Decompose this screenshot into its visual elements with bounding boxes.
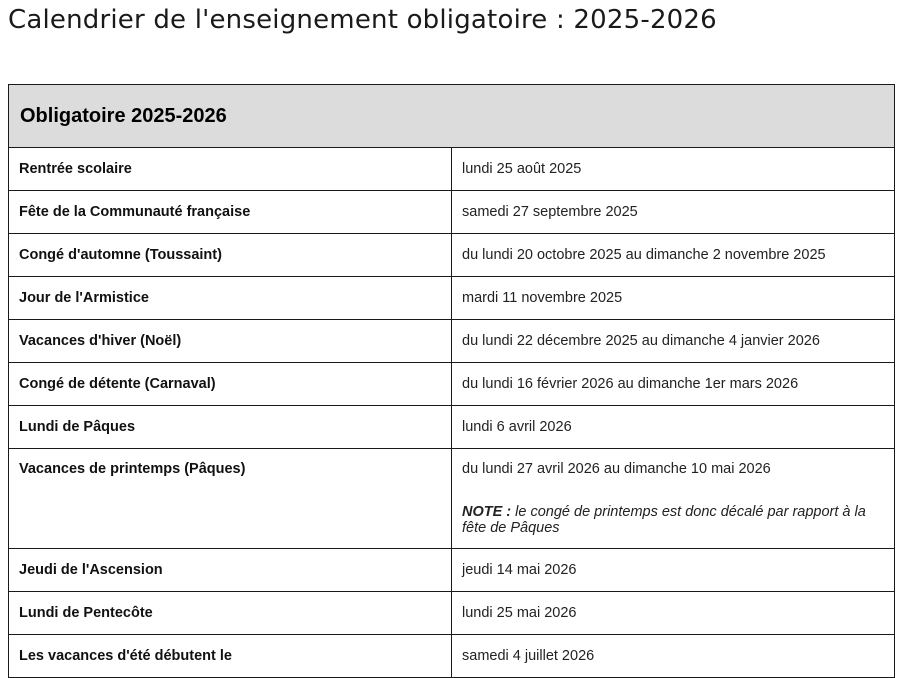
table-row xyxy=(9,148,895,191)
row-label: Lundi de Pentecôte xyxy=(9,592,452,635)
row-label: Jeudi de l'Ascension xyxy=(9,549,452,592)
row-value: lundi 25 mai 2026 xyxy=(452,592,895,635)
row-value: samedi 27 septembre 2025 xyxy=(452,191,895,234)
row-value-with-note xyxy=(452,449,895,549)
row-label: Lundi de Pâques xyxy=(9,406,452,449)
row-label: Vacances de printemps (Pâques) xyxy=(9,449,452,549)
page-title: Calendrier de l'enseignement obligatoire : 2025-2026 xyxy=(8,5,717,35)
row-value: lundi 6 avril 2026 xyxy=(452,406,895,449)
table-row xyxy=(9,449,895,549)
table-row xyxy=(9,592,895,635)
row-value: du lundi 20 octobre 2025 au dimanche 2 novembre 2025 xyxy=(452,234,895,277)
row-value: du lundi 16 février 2026 au dimanche 1er mars 2026 xyxy=(452,363,895,406)
table-row xyxy=(9,191,895,234)
row-value: lundi 25 août 2025 xyxy=(452,148,895,191)
row-value: du lundi 27 avril 2026 au dimanche 10 mai 2026 xyxy=(462,461,771,477)
row-label: Vacances d'hiver (Noël) xyxy=(9,320,452,363)
note-text: le congé de printemps est donc décalé par rapport à la fête de Pâques xyxy=(462,504,866,536)
row-label: Les vacances d'été débutent le xyxy=(9,635,452,678)
row-label: Jour de l'Armistice xyxy=(9,277,452,320)
row-label: Rentrée scolaire xyxy=(9,148,452,191)
table-row xyxy=(9,406,895,449)
note-prefix: NOTE : xyxy=(462,504,512,520)
table-row xyxy=(9,320,895,363)
table-row xyxy=(9,363,895,406)
calendar-table xyxy=(8,84,895,678)
row-label: Congé d'automne (Toussaint) xyxy=(9,234,452,277)
table-row xyxy=(9,234,895,277)
row-value: mardi 11 novembre 2025 xyxy=(452,277,895,320)
row-label: Fête de la Communauté française xyxy=(9,191,452,234)
table-row xyxy=(9,549,895,592)
table-header-row xyxy=(9,85,895,148)
note xyxy=(462,504,884,536)
row-value: du lundi 22 décembre 2025 au dimanche 4 janvier 2026 xyxy=(452,320,895,363)
table-header: Obligatoire 2025-2026 xyxy=(9,85,895,148)
row-value: samedi 4 juillet 2026 xyxy=(452,635,895,678)
row-label: Congé de détente (Carnaval) xyxy=(9,363,452,406)
row-value: jeudi 14 mai 2026 xyxy=(452,549,895,592)
table-row xyxy=(9,635,895,678)
table-row xyxy=(9,277,895,320)
